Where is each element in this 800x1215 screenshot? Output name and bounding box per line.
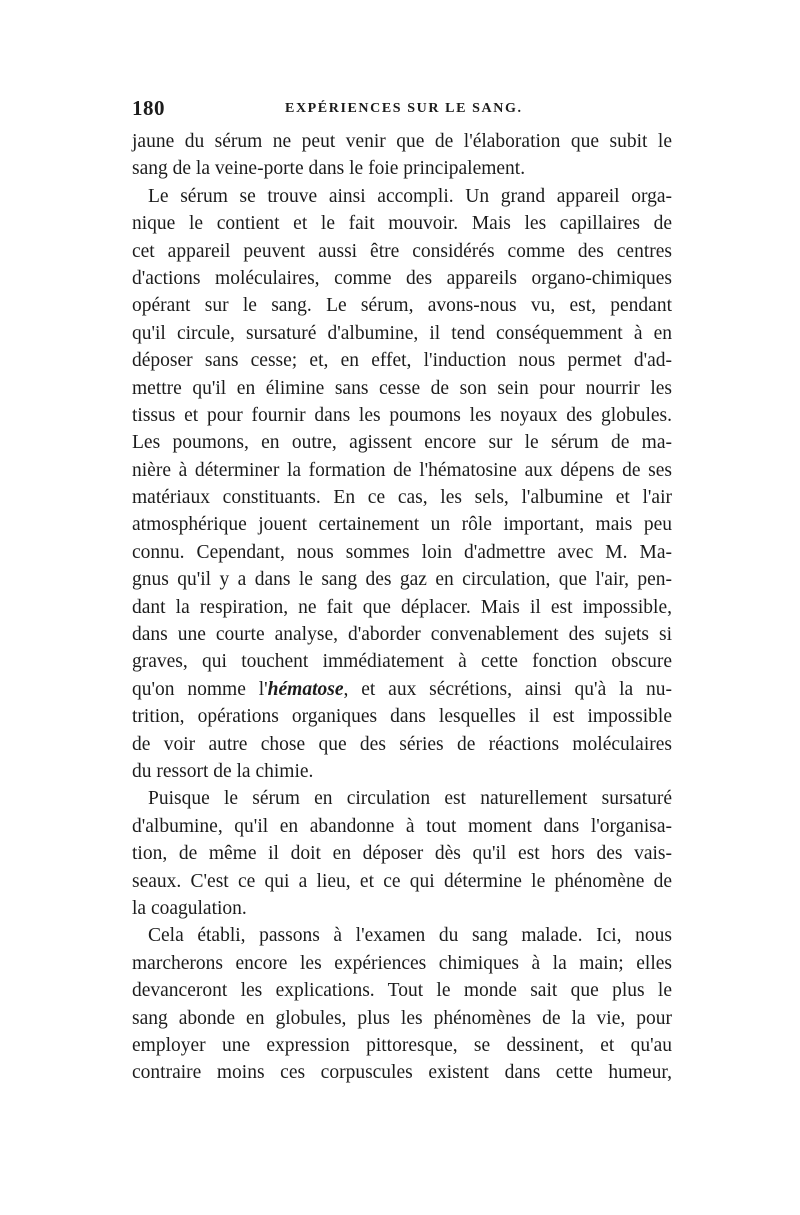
text-segment: , et aux sécrétions, ainsi qu'à la nu- xyxy=(343,678,673,700)
text-line: graves, qui touchent immédiatement à cette fonction obscure xyxy=(132,651,672,673)
text-line: qu'il circule, sursaturé d'albumine, il tend conséquemment à en xyxy=(132,322,672,344)
text-line: cet appareil peuvent aussi être considérés comme des centres xyxy=(132,240,672,262)
page-number: 180 xyxy=(132,96,165,120)
text-line: gnus qu'il y a dans le sang des gaz en circulation, que l'air, pen- xyxy=(132,569,672,591)
text-line: la coagulation. xyxy=(132,897,247,919)
italic-term: hématose xyxy=(267,678,344,700)
text-line: dans une courte analyse, d'aborder convenablement des sujets si xyxy=(132,624,672,646)
text-line: seaux. C'est ce qui a lieu, et ce qui détermine le phénomène de xyxy=(132,870,672,892)
text-line: jaune du sérum ne peut venir que de l'élaboration que subit le xyxy=(132,131,672,152)
text-line: nique le contient et le fait mouvoir. Mais les capillaires de xyxy=(132,213,672,235)
text-line: opérant sur le sang. Le sérum, avons-nous vu, est, pendant xyxy=(132,295,672,317)
text-line: mettre qu'il en élimine sans cesse de son sein pour nourrir les xyxy=(132,377,672,399)
text-line: sang abonde en globules, plus les phénomènes de la vie, pour xyxy=(132,1007,672,1029)
text-line: matériaux constituants. En ce cas, les sels, l'albumine et l'air xyxy=(132,487,672,509)
page-header xyxy=(132,96,672,124)
text-line: tissus et pour fournir dans les poumons les noyaux des globules. xyxy=(132,404,672,426)
text-line: connu. Cependant, nous sommes loin d'admettre avec M. Ma- xyxy=(132,541,672,563)
text-line: déposer sans cesse; et, en effet, l'induction nous permet d'ad- xyxy=(132,350,672,372)
text-line: du ressort de la chimie. xyxy=(132,760,314,782)
text-line: Cela établi, passons à l'examen du sang malade. Ici, nous xyxy=(148,925,672,947)
text-line: contraire moins ces corpuscules existent dans cette humeur, xyxy=(132,1062,672,1084)
text-segment: qu'on nomme l' xyxy=(132,678,268,700)
text-line: sang de la veine-porte dans le foie principalement. xyxy=(132,158,526,180)
text-line: d'albumine, qu'il en abandonne à tout moment dans l'organisa- xyxy=(132,815,672,837)
text-line: nière à déterminer la formation de l'hématosine aux dépens de ses xyxy=(132,459,672,481)
text-line: Le sérum se trouve ainsi accompli. Un grand appareil orga- xyxy=(148,185,672,207)
text-line: atmosphérique jouent certainement un rôle important, mais peu xyxy=(132,514,672,536)
text-line: de voir autre chose que des séries de réactions moléculaires xyxy=(132,733,672,755)
text-line: devanceront les explications. Tout le monde sait que plus le xyxy=(132,980,672,1002)
running-title: EXPÉRIENCES SUR LE SANG. xyxy=(285,101,523,116)
body-text xyxy=(132,128,672,1087)
text-line: employer une expression pittoresque, se dessinent, et qu'au xyxy=(132,1034,672,1056)
text-line: Les poumons, en outre, agissent encore sur le sérum de ma- xyxy=(132,432,672,454)
text-line: tion, de même il doit en déposer dès qu'il est hors des vais- xyxy=(132,843,672,865)
text-line: d'actions moléculaires, comme des appareils organo-chimiques xyxy=(132,267,672,289)
text-line-with-italic xyxy=(132,676,672,703)
text-line: Puisque le sérum en circulation est naturellement sursaturé xyxy=(148,788,672,810)
text-line: trition, opérations organiques dans lesquelles il est impossible xyxy=(132,706,672,728)
text-line: marcherons encore les expériences chimiques à la main; elles xyxy=(132,952,672,974)
text-line: dant la respiration, ne fait que déplacer. Mais il est impossible, xyxy=(132,596,672,618)
